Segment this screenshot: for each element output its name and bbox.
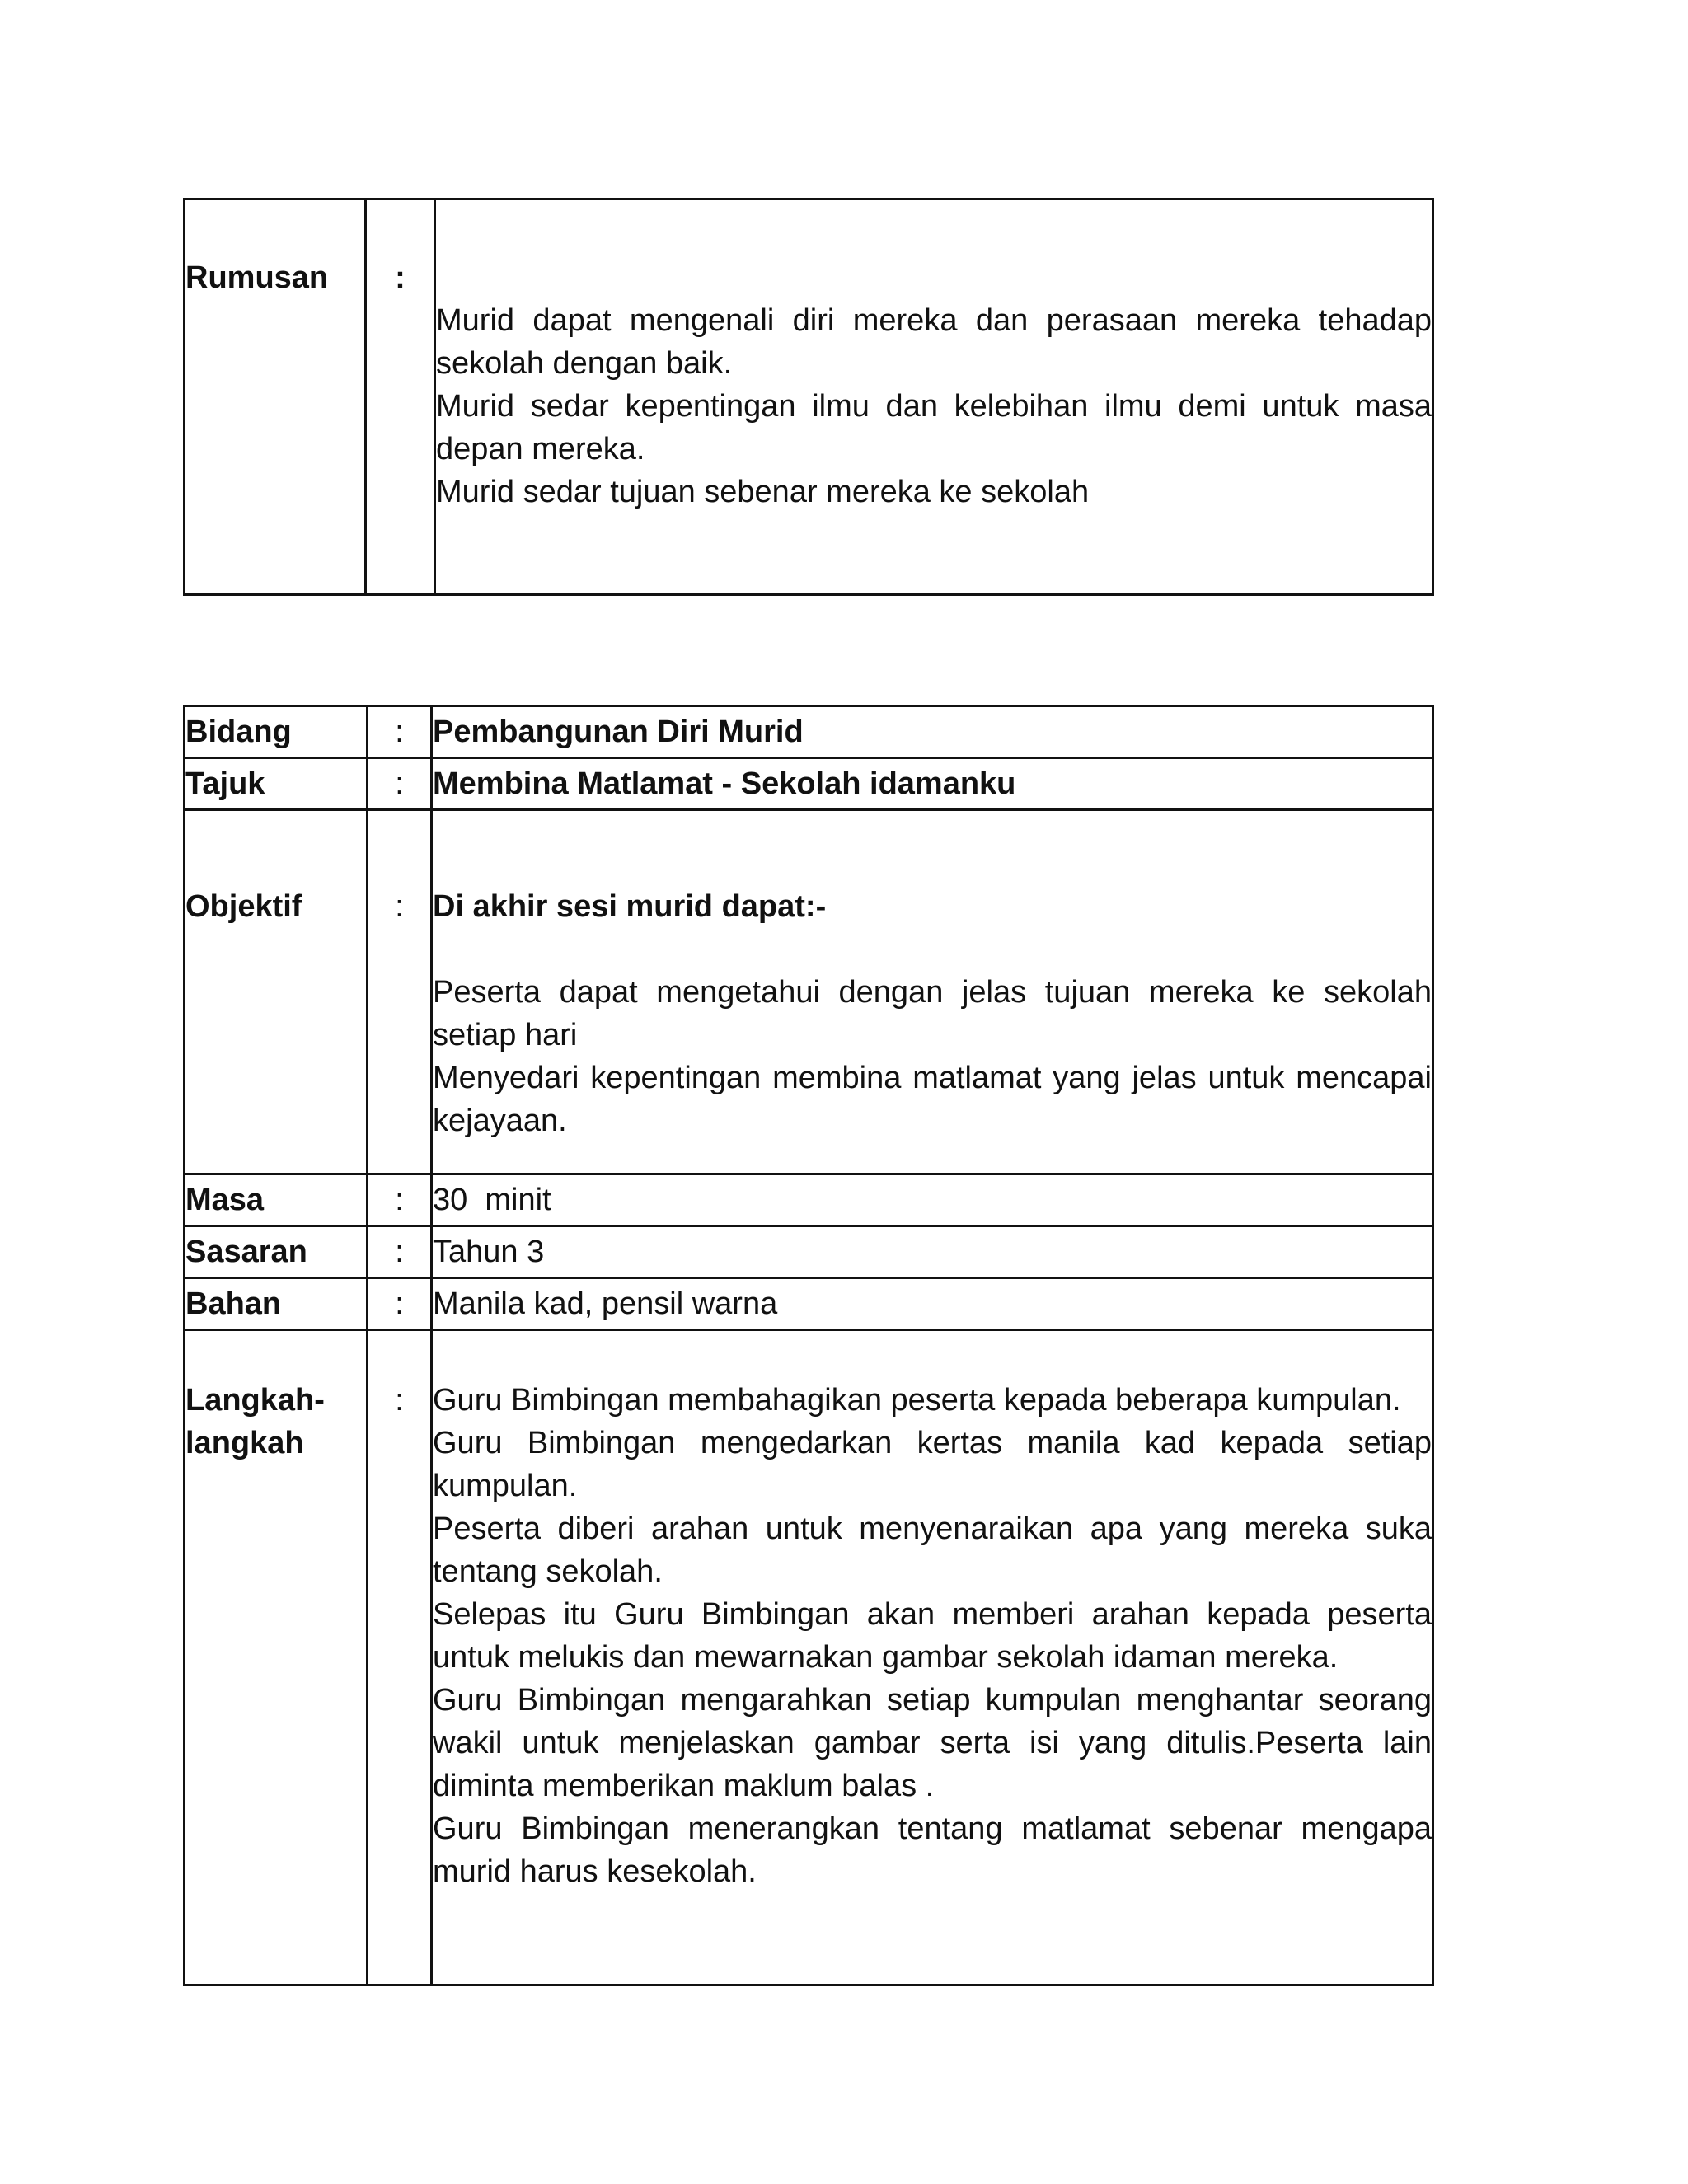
masa-label: Masa: [185, 1174, 368, 1226]
bahan-label: Bahan: [185, 1278, 368, 1330]
rumusan-line: Murid sedar tujuan sebenar mereka ke sekolah: [436, 475, 1090, 509]
rumusan-colon: :: [366, 199, 435, 595]
rumusan-label: Rumusan: [185, 199, 366, 595]
tajuk-label: Tajuk: [185, 758, 368, 810]
rumusan-content: [435, 199, 1433, 595]
langkah-item: Guru Bimbingan mengarahkan setiap kumpulan menghantar seorang wakil untuk menjelaskan gambar serta isi yang ditulis.Peserta lain diminta memberikan maklum balas .: [433, 1683, 1432, 1803]
row-sasaran: [185, 1226, 1433, 1278]
objektif-item: Menyedari kepentingan membina matlamat yang jelas untuk mencapai kejayaan.: [433, 1061, 1432, 1138]
rumusan-table: [183, 198, 1434, 596]
masa-value: 30 minit: [432, 1174, 1433, 1226]
tajuk-colon: :: [368, 758, 432, 810]
row-objektif: [185, 810, 1433, 1174]
langkah-label: Langkah-langkah: [185, 1330, 368, 1985]
objektif-heading: Di akhir sesi murid dapat:-: [433, 889, 827, 924]
spacer: [433, 928, 1432, 971]
sasaran-label: Sasaran: [185, 1226, 368, 1278]
lesson-plan-table: [183, 705, 1434, 1986]
rumusan-row: [185, 199, 1433, 595]
sasaran-colon: :: [368, 1226, 432, 1278]
langkah-item: Guru Bimbingan mengedarkan kertas manila kad kepada setiap kumpulan.: [433, 1426, 1432, 1503]
row-bidang: [185, 706, 1433, 758]
masa-colon: :: [368, 1174, 432, 1226]
langkah-content: [432, 1330, 1433, 1985]
row-langkah: [185, 1330, 1433, 1985]
tajuk-value: Membina Matlamat - Sekolah idamanku: [432, 758, 1433, 810]
bidang-colon: :: [368, 706, 432, 758]
objektif-content: [432, 810, 1433, 1174]
objektif-label: Objektif: [185, 810, 368, 1174]
row-bahan: [185, 1278, 1433, 1330]
bahan-colon: :: [368, 1278, 432, 1330]
langkah-item: Selepas itu Guru Bimbingan akan memberi arahan kepada peserta untuk melukis dan mewarnakan gambar sekolah idaman mereka.: [433, 1597, 1432, 1675]
objektif-colon: :: [368, 810, 432, 1174]
bidang-value: Pembangunan Diri Murid: [432, 706, 1433, 758]
langkah-item: Peserta diberi arahan untuk menyenaraikan apa yang mereka suka tentang sekolah.: [433, 1511, 1432, 1589]
bahan-value: Manila kad, pensil warna: [432, 1278, 1433, 1330]
bidang-label: Bidang: [185, 706, 368, 758]
langkah-item: Guru Bimbingan membahagikan peserta kepada beberapa kumpulan.: [433, 1383, 1401, 1418]
row-masa: [185, 1174, 1433, 1226]
rumusan-line: Murid sedar kepentingan ilmu dan kelebihan ilmu demi untuk masa depan mereka.: [436, 389, 1432, 466]
langkah-colon: :: [368, 1330, 432, 1985]
langkah-item: Guru Bimbingan menerangkan tentang matlamat sebenar mengapa murid harus kesekolah.: [433, 1811, 1432, 1889]
objektif-item: Peserta dapat mengetahui dengan jelas tujuan mereka ke sekolah setiap hari: [433, 975, 1432, 1052]
row-tajuk: [185, 758, 1433, 810]
rumusan-line: Murid dapat mengenali diri mereka dan perasaan mereka tehadap sekolah dengan baik.: [436, 303, 1432, 381]
sasaran-value: Tahun 3: [432, 1226, 1433, 1278]
